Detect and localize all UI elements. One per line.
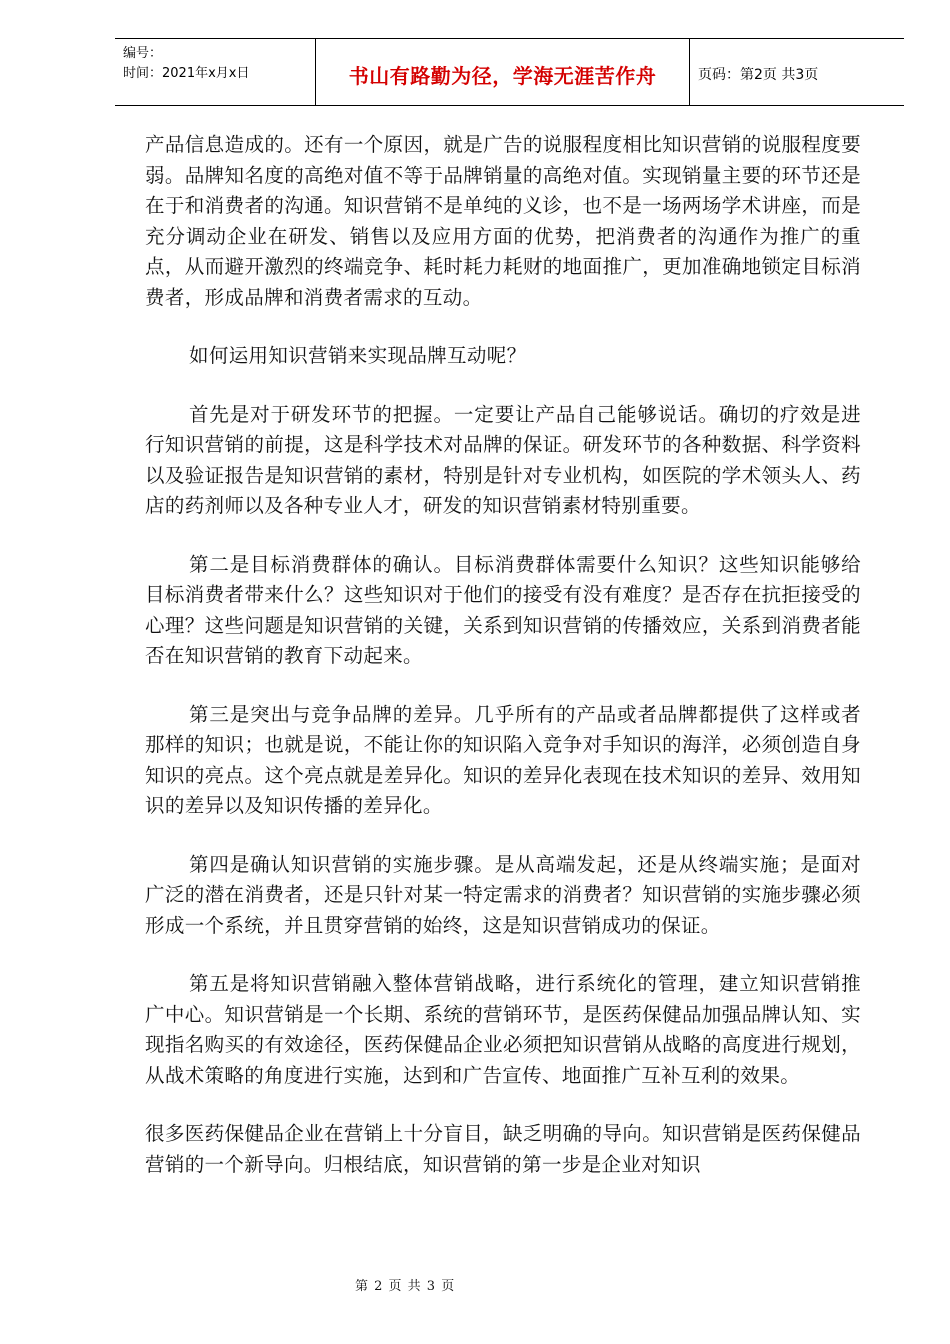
page-footer — [0, 1275, 950, 1294]
paragraph: 很多医药保健品企业在营销上十分盲目，缺乏明确的导向。知识营销是医药保健品营销的一个新导向。归根结底，知识营销的第一步是企业对知识 — [145, 1122, 861, 1176]
page-header — [115, 38, 904, 106]
document-body — [145, 130, 861, 1208]
page-info: 页码：第2页 共3页 — [698, 67, 819, 83]
paragraph: 第二是目标消费群体的确认。目标消费群体需要什么知识？这些知识能够给目标消费者带来什么？这些知识对于他们的接受有没有难度？是否存在抗拒接受的心理？这些问题是知识营销的关键，关系到知识营销的传播效应，关系到消费者能否在知识营销的教育下动起来。 — [145, 552, 861, 667]
header-motto-cell — [316, 39, 690, 105]
paragraph: 第三是突出与竞争品牌的差异。几乎所有的产品或者品牌都提供了这样或者那样的知识；也就是说，不能让你的知识陷入竞争对手知识的海洋，必须创造自身知识的亮点。这个亮点就是差异化。知识的差异化表现在技术知识的差异、效用知识的差异以及知识传播的差异化。 — [145, 702, 861, 817]
footer-page-number: 第 2 页 共 3 页 — [355, 1279, 456, 1294]
paragraph: 第四是确认知识营销的实施步骤。是从高端发起，还是从终端实施；是面对广泛的潜在消费者，还是只针对某一特定需求的消费者？知识营销的实施步骤必须形成一个系统，并且贯穿营销的始终，这是知识营销成功的保证。 — [145, 852, 861, 937]
date-label: 时间：2021年x月x日 — [123, 66, 250, 81]
header-meta-cell — [115, 39, 316, 105]
serial-number-label: 编号： — [123, 46, 163, 61]
motto-text: 书山有路勤为径，学海无涯苦作舟 — [348, 63, 657, 88]
paragraph: 第五是将知识营销融入整体营销战略，进行系统化的管理，建立知识营销推广中心。知识营销是一个长期、系统的营销环节，是医药保健品加强品牌认知、实现指名购买的有效途径，医药保健品企业必须把知识营销从战略的高度进行规划，从战术策略的角度进行实施，达到和广告宣传、地面推广互补互利的效果。 — [145, 972, 861, 1087]
paragraph: 首先是对于研发环节的把握。一定要让产品自己能够说话。确切的疗效是进行知识营销的前提，这是科学技术对品牌的保证。研发环节的各种数据、科学资料以及验证报告是知识营销的素材，特别是针对专业机构，如医院的学术领头人、药店的药剂师以及各种专业人才，研发的知识营销素材特别重要。 — [145, 402, 861, 517]
paragraph: 产品信息造成的。还有一个原因，就是广告的说服程度相比知识营销的说服程度要弱。品牌知名度的高绝对值不等于品牌销量的高绝对值。实现销量主要的环节还是在于和消费者的沟通。知识营销不是单纯的义诊，也不是一场两场学术讲座，而是充分调动企业在研发、销售以及应用方面的优势，把消费者的沟通作为推广的重点，从而避开激烈的终端竞争、耗时耗力耗财的地面推广，更加准确地锁定目标消费者，形成品牌和消费者需求的互动。 — [145, 133, 861, 309]
header-page-cell — [690, 39, 904, 105]
paragraph: 如何运用知识营销来实现品牌互动呢？ — [189, 344, 527, 367]
